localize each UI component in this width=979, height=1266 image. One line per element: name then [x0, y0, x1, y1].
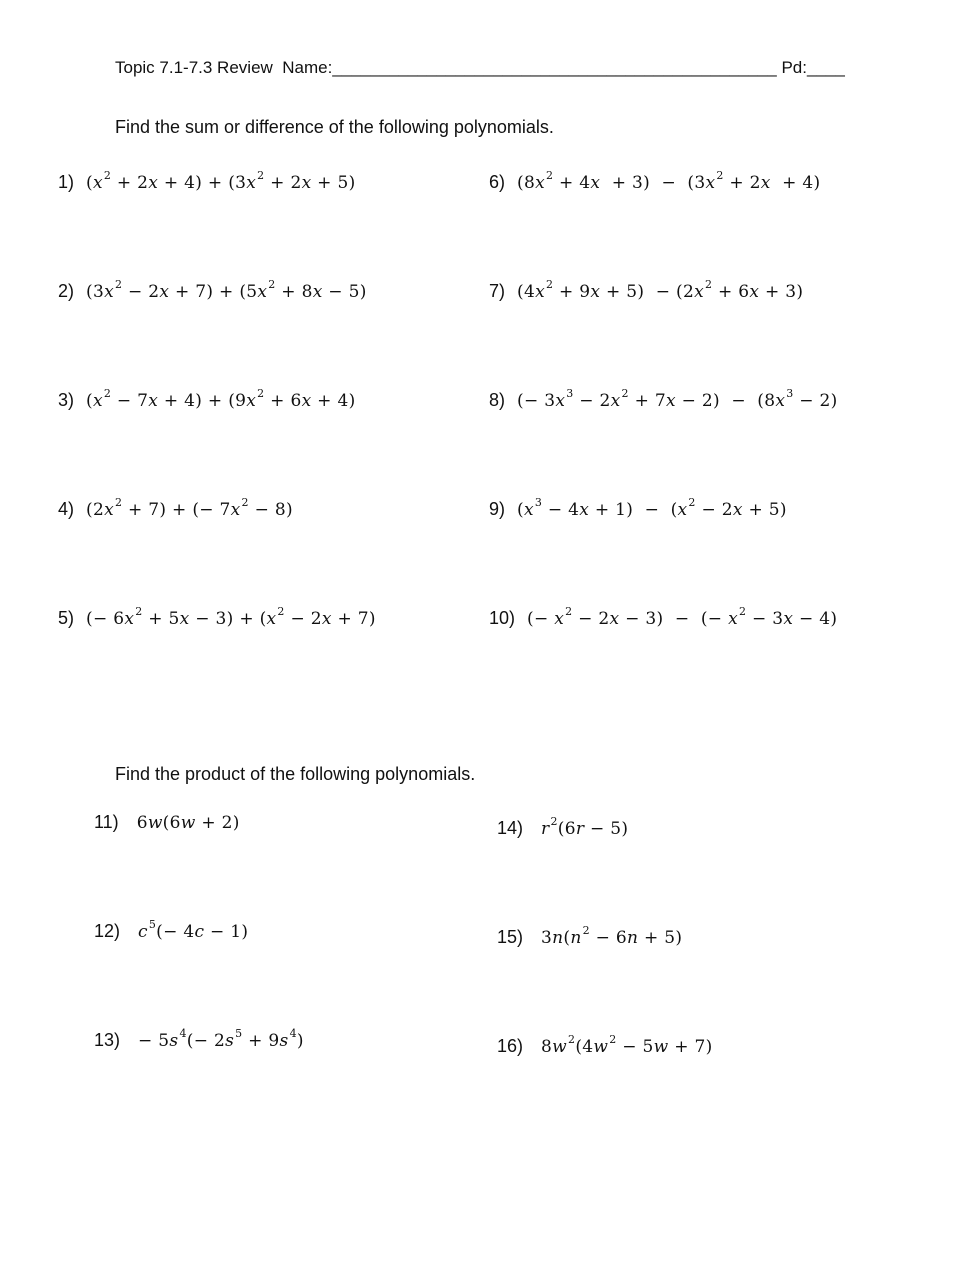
problem-15 [497, 924, 683, 948]
problem-number: 10) [489, 608, 516, 628]
problem-10 [489, 605, 838, 629]
problem-expression: − $5s^4(- 2s^5 + 9s^4)$ [138, 1027, 304, 1051]
problem-number: 13) [94, 1030, 121, 1050]
name-blank[interactable]: _______________________________________________ [332, 58, 777, 77]
problem-expression: $(4x^2 + 9x + 5) - (2x^2 + 6x + 3)$ [517, 278, 804, 302]
problem-expression: $(x^2 + 2x + 4) + (3x^2 + 2x + 5)$ [86, 169, 356, 193]
problem-number: 11) [94, 812, 119, 832]
problem-expression: $c^5(- 4c - 1)$ [138, 918, 249, 942]
sum-difference-instruction: Find the sum or difference of the following polynomials. [115, 117, 554, 137]
problem-number: 9) [489, 499, 506, 519]
period-label: Pd: [781, 58, 807, 77]
problem-number: 2) [58, 281, 75, 301]
topic-title: Topic 7.1-7.3 Review [115, 58, 273, 77]
problem-number: 5) [58, 608, 75, 628]
problem-12 [94, 918, 249, 942]
problem-11 [94, 812, 240, 833]
problem-16 [497, 1033, 713, 1057]
problem-expression: (− $3x^3 - 2x^2 + 7x - 2) - (8x^3 - 2)$ [517, 387, 838, 411]
problem-9 [489, 496, 787, 520]
problem-2 [58, 278, 367, 302]
problem-13 [94, 1027, 304, 1051]
problem-number: 6) [489, 172, 506, 192]
problem-number: 12) [94, 921, 121, 941]
problem-5 [58, 605, 376, 629]
problem-number: 16) [497, 1036, 524, 1056]
name-label: Name: [282, 58, 333, 77]
period-blank[interactable]: ____ [806, 58, 845, 77]
problem-6 [489, 169, 821, 193]
problem-expression: $(8x^2 + 4x + 3) - (3x^2 + 2x + 4)$ [517, 169, 821, 193]
problem-expression: $3n(n^2 - 6n + 5)$ [541, 924, 683, 948]
product-instruction: Find the product of the following polynomials. [115, 764, 476, 784]
problem-number: 3) [58, 390, 75, 410]
problem-number: 1) [58, 172, 75, 192]
problem-expression: 6w(6w + 2) [136, 813, 240, 833]
problem-expression: $(x^3 - 4x + 1) - (x^2 - 2x + 5)$ [517, 496, 787, 520]
worksheet-header [115, 58, 845, 78]
problem-expression: $r^2(6r - 5)$ [541, 815, 629, 839]
problem-number: 8) [489, 390, 506, 410]
problem-3 [58, 387, 356, 411]
problem-number: 15) [497, 927, 524, 947]
problem-7 [489, 278, 804, 302]
problem-expression: $(3x^2 - 2x + 7) + (5x^2 + 8x - 5)$ [86, 278, 367, 302]
problem-expression: $(2x^2 + 7)$ + (− $7x^2 - 8$) [86, 496, 293, 520]
problem-1 [58, 169, 356, 193]
problem-expression: $(x^2 - 7x + 4) + (9x^2 + 6x + 4)$ [86, 387, 356, 411]
problem-4 [58, 496, 293, 520]
problem-expression: (− $x^2 - 2x - 3$) − (− $x^2 - 3x - 4$) [527, 605, 838, 629]
problem-number: 14) [497, 818, 524, 838]
problem-number: 7) [489, 281, 506, 301]
problem-8 [489, 387, 838, 411]
problem-expression: $8w^2(4w^2 - 5w + 7)$ [541, 1033, 713, 1057]
problem-expression: (− $6x^2 + 5x - 3) + (x^2 - 2x + 7)$ [86, 605, 376, 629]
problem-number: 4) [58, 499, 75, 519]
problem-14 [497, 815, 629, 839]
